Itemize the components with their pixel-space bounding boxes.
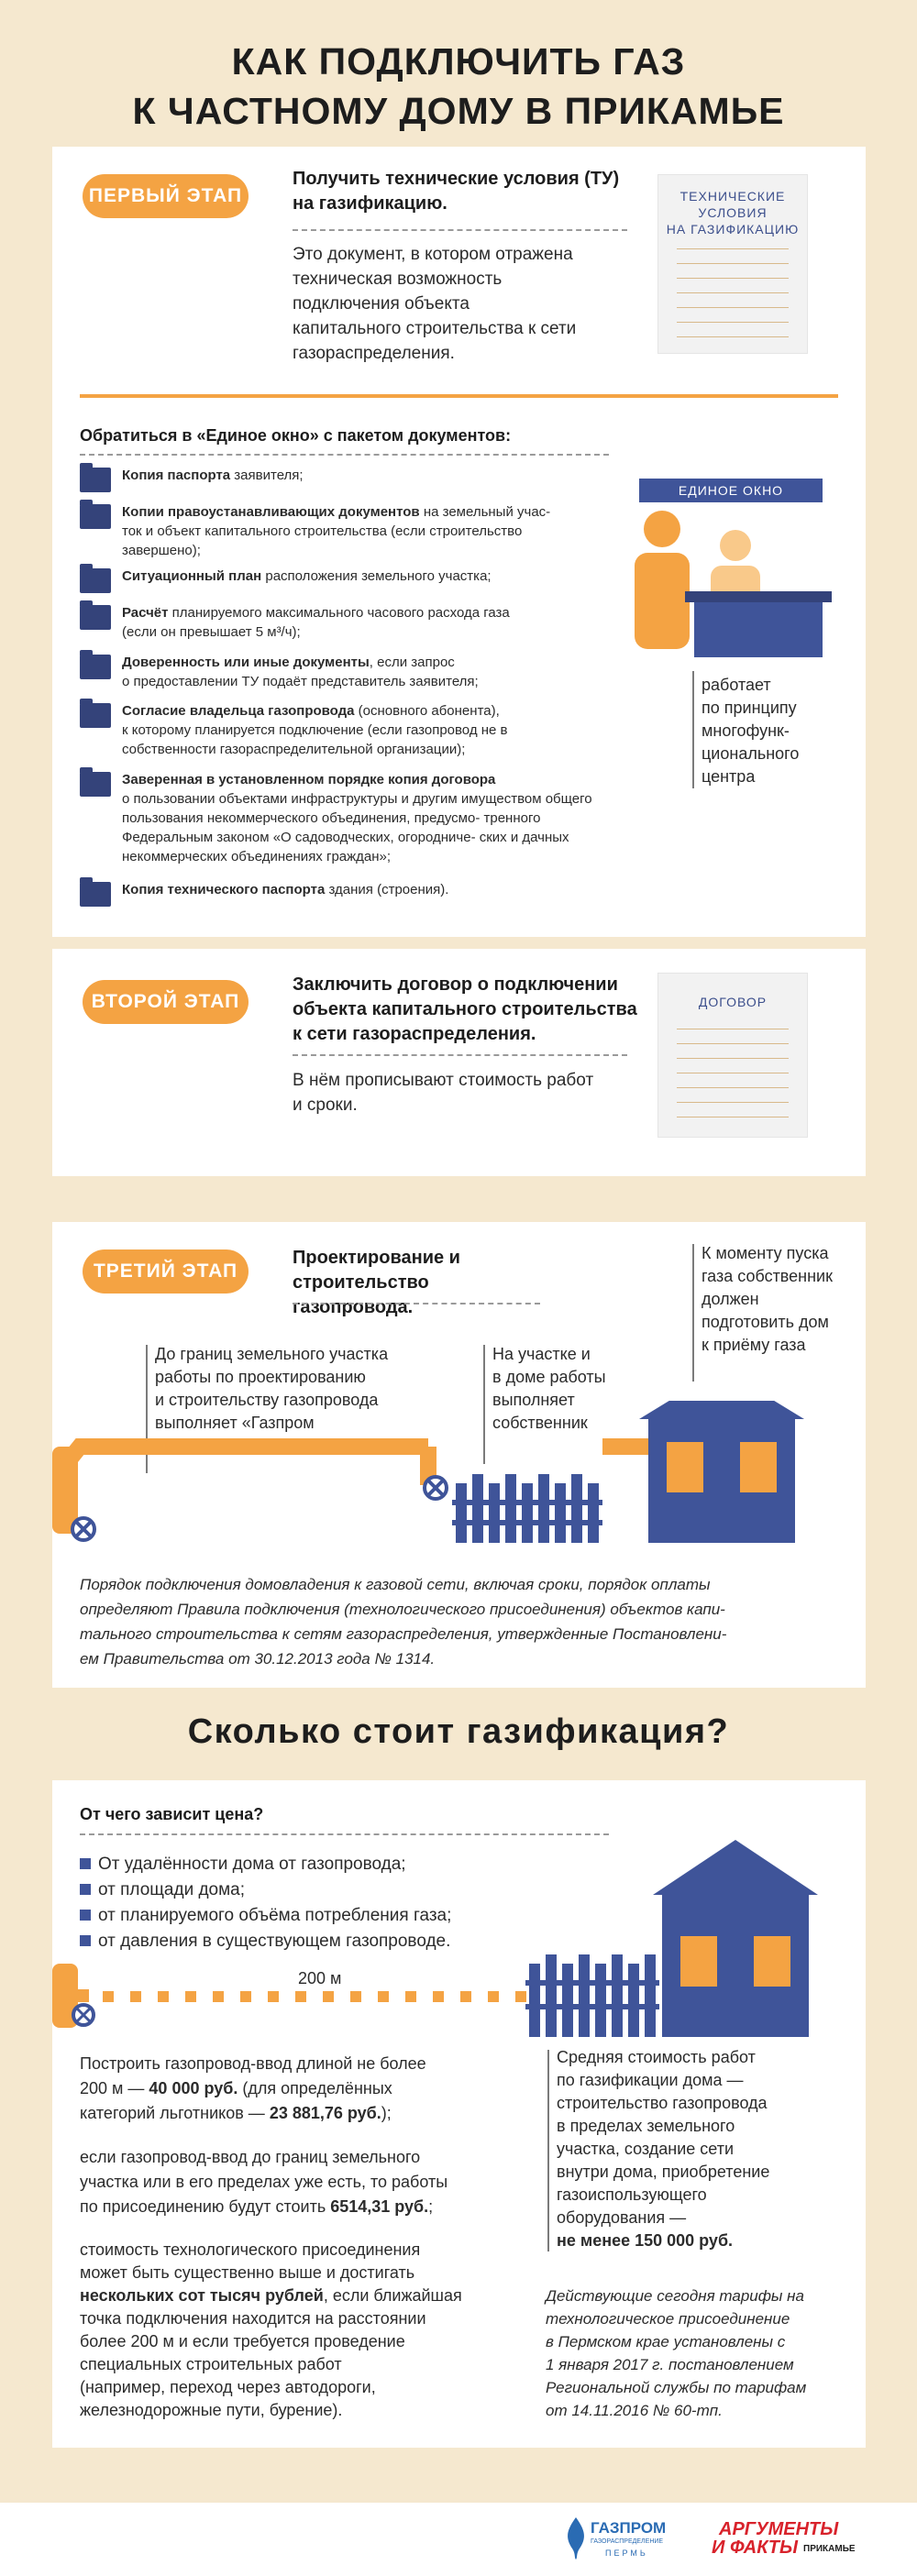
sw-text-4: центра [702, 767, 756, 786]
avg-7: оборудования — [557, 2208, 687, 2227]
s1-desc-0: Это документ, в котором отражена [293, 245, 573, 264]
avg-0: Средняя стоимость работ [557, 2048, 756, 2066]
form-line [677, 307, 789, 308]
stage1-description [293, 242, 641, 366]
doc-bold: Заверенная в установленном порядке копия договора [122, 772, 496, 787]
self-note-3: собственник [492, 1414, 588, 1432]
price-item-high [80, 2239, 538, 2422]
sw-text-3: ционального [702, 744, 800, 763]
docs-divider [80, 454, 609, 456]
form-line [677, 278, 789, 279]
p1-0: Построить газопровод-ввод длиной не более [80, 2054, 426, 2073]
doc-rest: на земельный учас- [419, 504, 551, 520]
doc-bold: Копия технического паспорта [122, 882, 326, 897]
doc-more: о предоставлении ТУ подаёт представитель заявителя; [122, 674, 479, 689]
doc-item-site-plan [80, 567, 593, 586]
doc-item-power-of-attorney [80, 653, 593, 691]
tech-form-title [658, 188, 807, 237]
contract-form [657, 973, 808, 1138]
s2-desc-0: В нём прописывают стоимость работ [293, 1071, 594, 1090]
gp-note-3: выполняет «Газпром [155, 1414, 315, 1432]
stage2-divider [293, 1054, 627, 1056]
gp-note-1: работы по проектированию [155, 1368, 366, 1386]
p2-0: если газопровод-ввод до границ земельного [80, 2148, 421, 2166]
form-line [677, 1058, 789, 1059]
avg-4: участка, создание сети [557, 2140, 735, 2158]
cost-title: Сколько стоит газификация? [187, 1712, 730, 1751]
p2-2: по присоединению будут стоить [80, 2197, 331, 2216]
average-cost-note [557, 2046, 832, 2252]
folder-icon [80, 882, 111, 907]
doc-bold: Доверенность или иные документы [122, 655, 370, 670]
sw-bracket [692, 671, 694, 788]
tariff-0: Действующие сегодня тарифы на [546, 2287, 804, 2305]
house-icon [639, 1401, 804, 1543]
gp-note-0: До границ земельного участка [155, 1345, 389, 1363]
p3-6: специальных строительных работ [80, 2355, 342, 2373]
stage1-heading [293, 167, 623, 216]
sw-text-1: по принципу [702, 699, 797, 717]
p1-6: ); [381, 2104, 392, 2122]
folder-icon [80, 772, 111, 797]
aif-region: ПРИКАМЬЕ [803, 2544, 856, 2554]
house-icon [653, 1840, 818, 2037]
folder-icon [80, 504, 111, 529]
p3-8: железнодорожные пути, бурение). [80, 2401, 343, 2419]
self-note-1: в доме работы [492, 1368, 606, 1386]
stage1-heading-l2: на газификацию. [293, 193, 447, 214]
doc-item-contract-copy [80, 770, 593, 866]
p1-price-2: 23 881,76 руб. [269, 2104, 381, 2122]
gazprom-subname: ГАЗОРАСПРЕДЕЛЕНИЕ [591, 2538, 664, 2545]
factor-text: от давления в существующем газопроводе. [98, 1932, 451, 1951]
owner-note [702, 1242, 857, 1357]
folder-icon [80, 468, 111, 492]
price-item-basic [80, 2052, 538, 2126]
form-line [677, 322, 789, 323]
doc-item-passport [80, 466, 593, 485]
form-line [677, 248, 789, 249]
p3-4: точка подключения находится на расстоянии [80, 2309, 426, 2328]
tech-form-title-0: ТЕХНИЧЕСКИЕ [679, 189, 786, 204]
stage1-card [52, 147, 866, 937]
doc-item-owner-consent [80, 701, 593, 759]
rules-0: Порядок подключения домовладения к газовой сети, включая сроки, порядок оплаты [80, 1576, 711, 1593]
p1-1: 200 м — [80, 2079, 149, 2097]
owner-note-3: подготовить дом [702, 1313, 829, 1331]
doc-bold: Ситуационный план [122, 568, 262, 584]
avg-6: газоиспользующего [557, 2185, 707, 2204]
aif-logo [712, 2512, 895, 2567]
doc-more: (если он превышает 5 м³/ч); [122, 624, 301, 640]
doc-bold: Копии правоустанавливающих документов [122, 504, 420, 520]
self-note-2: выполняет [492, 1391, 575, 1409]
avg-5: внутри дома, приобретение [557, 2163, 770, 2181]
fence [452, 1474, 602, 1543]
s3-head-0: Проектирование и строительство [293, 1248, 460, 1293]
doc-rest: планируемого максимального часового расхода газа [168, 605, 510, 621]
tariff-1: технологическое присоединение [546, 2310, 790, 2328]
p1-price: 40 000 руб. [149, 2079, 238, 2097]
doc-item-calculation [80, 603, 593, 642]
gp-note-2: и строительству газопровода [155, 1391, 379, 1409]
gazprom-city: ПЕРМЬ [605, 2548, 648, 2558]
factor-text: от площади дома; [98, 1880, 246, 1899]
tariff-note [546, 2284, 848, 2422]
gazprom-flame-icon [565, 2517, 587, 2559]
p3-7: (например, переход через автодороги, [80, 2378, 376, 2396]
owner-note-bracket [692, 1244, 694, 1382]
stage2-card [52, 949, 866, 1176]
owner-note-2: должен [702, 1290, 759, 1308]
p2-1: участка или в его пределах уже есть, то работы [80, 2173, 448, 2191]
owner-note-1: газа собственник [702, 1267, 833, 1285]
form-line [677, 1043, 789, 1044]
doc-bold: Расчёт [122, 605, 169, 621]
gp-note-4: газораспределение Пермь» [155, 1437, 369, 1455]
doc-rest: , если запрос [369, 655, 455, 670]
dashed-pipe [103, 1991, 526, 2002]
distance-label: 200 м [298, 1969, 342, 1987]
tariff-2: в Пермском крае установлены с [546, 2333, 786, 2350]
tariff-4: Региональной службы по тарифам [546, 2379, 807, 2396]
sw-text-2: многофунк- [702, 721, 790, 740]
s1-desc-2: подключения объекта [293, 294, 470, 314]
person-head-2 [720, 530, 751, 561]
rules-2: тального строительства к сетям газораспределения, утвержденные Постановлени- [80, 1625, 727, 1643]
doc-bold: Согласие владельца газопровода [122, 703, 355, 719]
form-line [677, 292, 789, 293]
aif-line-1: АРГУМЕНТЫ [719, 2519, 839, 2539]
p2-4: ; [428, 2197, 434, 2216]
tariff-3: 1 января 2017 г. постановлением [546, 2356, 794, 2373]
avg-2: строительство газопровода [557, 2094, 768, 2112]
stage1-divider [293, 229, 627, 231]
stage3-divider [293, 1303, 540, 1305]
stage1-orange-rule [80, 394, 838, 398]
single-window-label: ЕДИНОЕ ОКНО [639, 479, 823, 502]
stage3-heading [293, 1246, 586, 1320]
counter-front [694, 602, 823, 657]
rules-3: ем Правительства от 30.12.2013 года № 1314. [80, 1650, 436, 1668]
fence [525, 1954, 659, 2037]
title-line-2: К ЧАСТНОМУ ДОМУ В ПРИКАМЬЕ [132, 90, 785, 132]
p1-3: (для определённых [238, 2079, 392, 2097]
tariff-5: от 14.11.2016 № 60-тп. [546, 2402, 723, 2419]
rules-1: определяют Правила подключения (технологического присоединения) объектов капи- [80, 1601, 725, 1618]
price-item-existing [80, 2145, 538, 2219]
avg-price: не менее 150 000 руб. [557, 2231, 734, 2250]
p2-price: 6514,31 руб. [330, 2197, 429, 2216]
s3-head-1: газопровода. [293, 1297, 414, 1317]
s1-desc-1: техническая возможность [293, 270, 503, 289]
p1-4: категорий льготников — [80, 2104, 270, 2122]
docs-heading: Обратиться в «Единое окно» с пакетом документов: [80, 426, 512, 445]
factor-text: от планируемого объёма потребления газа; [98, 1906, 452, 1925]
s2-head-1: объекта капитального строительства [293, 999, 637, 1019]
cost-card [52, 1780, 866, 2448]
folder-icon [80, 568, 111, 593]
aif-line-2: И ФАКТЫ [712, 2537, 798, 2558]
pipeline-illustration [52, 1401, 866, 1547]
s1-desc-3: капитального строительства к сети [293, 319, 577, 338]
owner-note-0: К моменту пуска [702, 1244, 829, 1262]
gazprom-name: ГАЗПРОМ [591, 2519, 667, 2537]
gazprom-logo [565, 2514, 675, 2565]
avg-3: в пределах земельного [557, 2117, 735, 2135]
p3-0: стоимость технологического присоединения [80, 2240, 421, 2259]
doc-item-tech-passport [80, 880, 593, 899]
folder-icon [80, 703, 111, 728]
p3-bold: нескольких сот тысяч рублей [80, 2286, 324, 2305]
single-window-text [702, 674, 848, 788]
s2-head-0: Заключить договор о подключении [293, 974, 618, 995]
stage1-heading-l1: Получить технические условия (ТУ) [293, 169, 620, 189]
form-line [677, 263, 789, 264]
tech-form-title-2: НА ГАЗИФИКАЦИЮ [666, 222, 800, 237]
folder-icon [80, 605, 111, 630]
p3-3: , если ближайшая [323, 2286, 462, 2305]
single-window-illustration [612, 509, 841, 665]
s2-head-2: к сети газораспределения. [293, 1024, 536, 1044]
factor-text: От удалённости дома от газопровода; [98, 1855, 406, 1874]
tech-conditions-form [657, 174, 808, 354]
title-line-1: КАК ПОДКЛЮЧИТЬ ГАЗ [231, 40, 686, 83]
person-head-1 [644, 511, 680, 547]
doc-rest: расположения земельного участка; [261, 568, 492, 584]
doc-rest: заявителя; [230, 468, 304, 483]
page-title [0, 37, 917, 136]
form-line [677, 336, 789, 337]
doc-rest: (основного абонента), [354, 703, 500, 719]
folder-icon [80, 655, 111, 679]
avg-1: по газификации дома — [557, 2071, 744, 2089]
contract-form-title: ДОГОВОР [698, 995, 768, 1009]
doc-more: ток и объект капитального строительства (если строительство завершено); [122, 523, 523, 558]
stage1-pill: ПЕРВЫЙ ЭТАП [83, 174, 249, 218]
sw-text-0: работает [702, 676, 771, 694]
s2-desc-1: и сроки. [293, 1095, 358, 1115]
counter-top [685, 591, 832, 602]
person-body-1 [635, 553, 690, 649]
p3-1: может быть существенно выше и достигать [80, 2263, 415, 2282]
stage3-pill: ТРЕТИЙ ЭТАП [83, 1249, 249, 1294]
rules-note [80, 1572, 850, 1671]
footer [0, 2503, 917, 2576]
self-note-0: На участке и [492, 1345, 591, 1363]
pipe-main [65, 1447, 428, 1488]
stage2-heading [293, 973, 641, 1047]
stage2-pill: ВТОРОЙ ЭТАП [83, 980, 249, 1024]
owner-note-4: к приёму газа [702, 1336, 806, 1354]
doc-item-ownership [80, 502, 593, 560]
stage3-card [52, 1222, 866, 1688]
s1-desc-4: газораспределения. [293, 344, 455, 363]
doc-more: к которому планируется подключение (если газопровод не в собственности газораспределительной организации); [122, 722, 508, 757]
doc-bold: Копия паспорта [122, 468, 231, 483]
stage2-description [293, 1068, 641, 1117]
average-bracket [547, 2050, 549, 2251]
cost-depends-heading: От чего зависит цена? [80, 1805, 264, 1823]
form-line [677, 1102, 789, 1103]
p3-5: более 200 м и если требуется проведение [80, 2332, 405, 2350]
tech-form-title-1: УСЛОВИЯ [698, 205, 768, 220]
doc-rest: здания (строения). [325, 882, 449, 897]
doc-more: о пользовании объектами инфраструктуры и другим имуществом общего пользования некоммерческого объединения, предусмо- тренного Федеральным законом «О садоводческих, огородниче- ских и дачных некоммерческих объединениях граждан»; [122, 791, 592, 864]
form-line [677, 1087, 789, 1088]
distance-illustration [52, 1835, 866, 2037]
